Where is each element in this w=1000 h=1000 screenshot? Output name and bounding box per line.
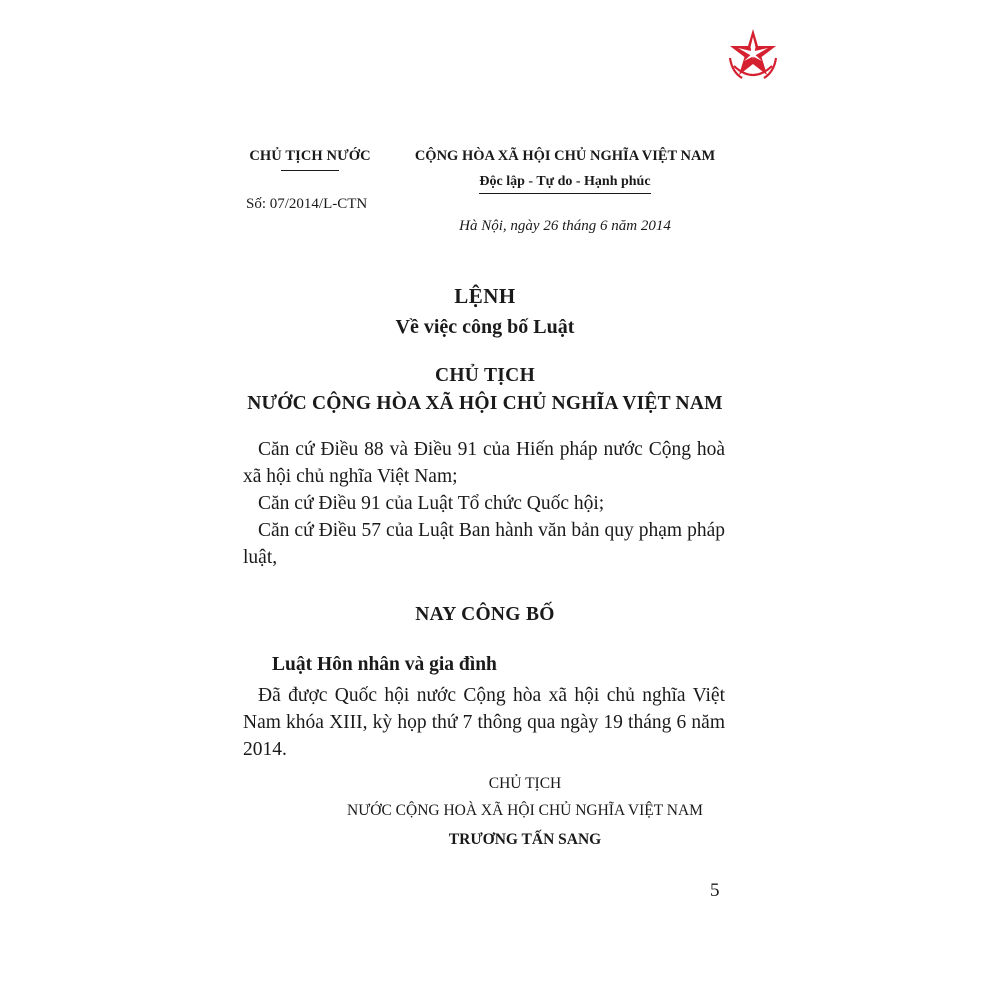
publisher-logo-icon <box>724 26 782 84</box>
adoption-paragraph <box>243 682 725 763</box>
authority-underline <box>281 170 339 171</box>
place-and-date: Hà Nội, ngày 26 tháng 6 năm 2014 <box>459 218 671 234</box>
document-number: Số: 07/2014/L-CTN <box>246 196 368 212</box>
signatory-name: TRƯƠNG TẤN SANG <box>448 831 602 848</box>
legal-basis-item: Căn cứ Điều 88 và Điều 91 của Hiến pháp nước Cộng hoà xã hội chủ nghĩa Việt Nam; <box>243 439 725 487</box>
signature-title: CHỦ TỊCH <box>488 775 562 792</box>
issuer-country: NƯỚC CỘNG HÒA XÃ HỘI CHỦ NGHĨA VIỆT NAM <box>247 393 723 414</box>
page-number: 5 <box>710 880 720 901</box>
promulgation-heading: NAY CÔNG BỐ <box>415 604 555 625</box>
national-title-block <box>405 148 725 194</box>
issuer-title: CHỦ TỊCH <box>434 365 536 386</box>
signature-organization: NƯỚC CỘNG HOÀ XÃ HỘI CHỦ NGHĨA VIỆT NAM <box>347 802 703 819</box>
document-type-title: LỆNH <box>454 284 516 308</box>
adoption-text: Đã được Quốc hội nước Cộng hòa xã hội chủ nghĩa Việt Nam khóa XIII, kỳ họp thứ 7 thông qua ngày 19 tháng 6 năm 2014. <box>243 685 725 760</box>
legal-basis-item: Căn cứ Điều 91 của Luật Tổ chức Quốc hội; <box>258 493 605 514</box>
legal-basis-item: Căn cứ Điều 57 của Luật Ban hành văn bản quy phạm pháp luật, <box>243 520 725 568</box>
issuing-authority-block <box>240 148 380 171</box>
national-motto: Độc lập - Tự do - Hạnh phúc <box>479 174 650 194</box>
legal-basis-section <box>243 436 725 571</box>
law-name: Luật Hôn nhân và gia đình <box>272 654 497 675</box>
national-title: CỘNG HÒA XÃ HỘI CHỦ NGHĨA VIỆT NAM <box>414 148 716 164</box>
issuing-authority: CHỦ TỊCH NƯỚC <box>249 148 371 164</box>
document-subject: Về việc công bố Luật <box>395 316 575 338</box>
